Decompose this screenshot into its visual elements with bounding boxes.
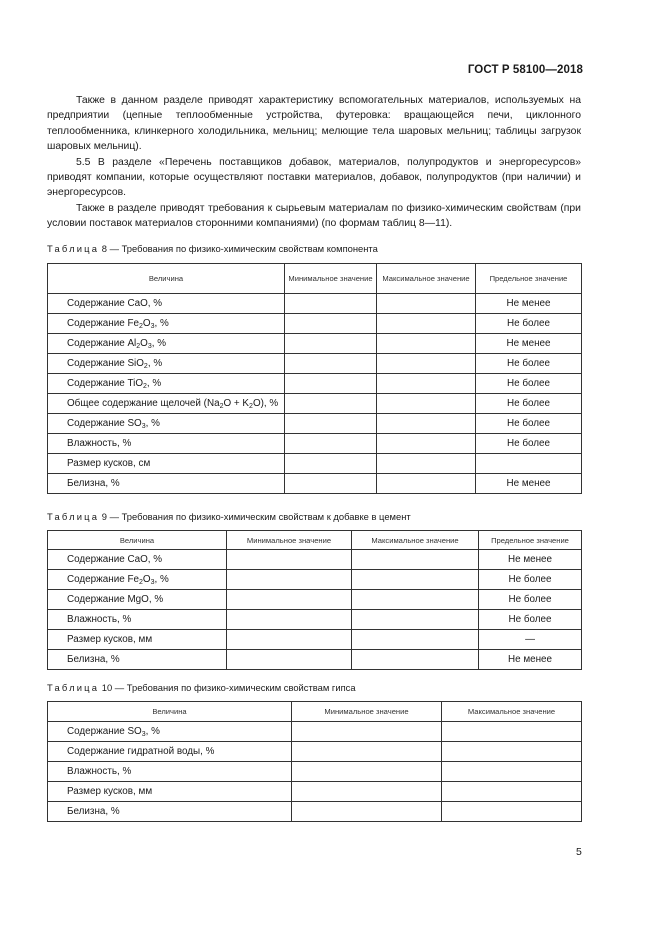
row-label bbox=[48, 550, 227, 570]
standard-code: ГОСТ Р 58100—2018 bbox=[467, 64, 583, 76]
page-number: 5 bbox=[576, 846, 582, 858]
row-label bbox=[48, 722, 292, 742]
cell-limit: Не более bbox=[479, 570, 582, 590]
label-text: O + K bbox=[223, 398, 250, 409]
cell-max bbox=[377, 314, 476, 334]
cell-max bbox=[377, 294, 476, 314]
cell-limit: Не более bbox=[476, 374, 582, 394]
label-text: O bbox=[142, 574, 151, 585]
table-row bbox=[48, 474, 582, 494]
cell-limit: Не более bbox=[476, 394, 582, 414]
cell-max bbox=[352, 570, 479, 590]
row-label bbox=[48, 334, 285, 354]
row-label bbox=[48, 394, 285, 414]
label-subscript: 2 bbox=[143, 383, 147, 390]
label-subscript: 3 bbox=[150, 579, 155, 586]
table-row bbox=[48, 802, 582, 822]
intro-paragraph-1: Также в данном разделе приводят характеристику вспомогательных материалов, используемых на предприятии (цепные теплообменные устройства, футеровка: вращающейся печи, циклонного теплообменника, клинкерного холодильника, мельниц; мелющие тела шаровых мельниц; таблицы загрузок шаровых мельниц). bbox=[47, 95, 581, 153]
cell-limit: Не менее bbox=[479, 550, 582, 570]
cell-min bbox=[292, 722, 442, 742]
label-text: Размер кусков, мм bbox=[67, 786, 153, 797]
cell-max bbox=[377, 474, 476, 494]
label-text: Содержание SiO bbox=[67, 358, 144, 369]
row-label bbox=[48, 414, 285, 434]
label-text: Влажность, % bbox=[67, 614, 132, 625]
table10-caption bbox=[47, 682, 356, 693]
row-label bbox=[48, 782, 292, 802]
table8-header-row bbox=[48, 264, 582, 294]
label-text: , % bbox=[154, 318, 169, 329]
row-label bbox=[48, 434, 285, 454]
cell-limit: Не менее bbox=[476, 334, 582, 354]
cell-min bbox=[285, 314, 377, 334]
table10-caption-text: 10 — Требования по физико-химическим свойствам гипса bbox=[99, 682, 356, 693]
label-subscript: 3 bbox=[147, 343, 152, 350]
table-row bbox=[48, 434, 582, 454]
label-text: , % bbox=[145, 726, 160, 737]
cell-min bbox=[227, 590, 352, 610]
row-label bbox=[48, 650, 227, 670]
table10-caption-word: Таблица bbox=[47, 682, 100, 693]
cell-max bbox=[377, 434, 476, 454]
table9-caption-text: 9 — Требования по физико-химическим свойствам к добавке в цемент bbox=[99, 511, 411, 522]
label-text: Содержание MgO, % bbox=[67, 594, 164, 605]
cell-limit: Не более bbox=[476, 414, 582, 434]
cell-limit: Не менее bbox=[476, 294, 582, 314]
label-text: Содержание Al bbox=[67, 338, 137, 349]
table8-header-limit: Предельное значение bbox=[476, 264, 582, 294]
row-label bbox=[48, 474, 285, 494]
cell-limit: Не более bbox=[479, 590, 582, 610]
cell-max bbox=[442, 742, 582, 762]
cell-limit: — bbox=[479, 630, 582, 650]
cell-min bbox=[285, 414, 377, 434]
cell-min bbox=[285, 394, 377, 414]
label-text: Содержание CaO, % bbox=[67, 298, 163, 309]
row-label bbox=[48, 354, 285, 374]
cell-min bbox=[227, 610, 352, 630]
label-text: Содержание SO bbox=[67, 418, 142, 429]
table9 bbox=[47, 530, 582, 670]
table10-header-min: Минимальное значение bbox=[292, 702, 442, 722]
cell-max bbox=[377, 454, 476, 474]
label-text: Содержание Fe bbox=[67, 574, 139, 585]
label-text: , % bbox=[147, 358, 163, 369]
cell-max bbox=[352, 550, 479, 570]
label-text: Размер кусков, см bbox=[67, 458, 151, 469]
cell-limit: Не более bbox=[476, 354, 582, 374]
cell-min bbox=[292, 802, 442, 822]
cell-min bbox=[292, 742, 442, 762]
cell-max bbox=[442, 782, 582, 802]
table9-header-quantity: Величина bbox=[48, 531, 227, 550]
table8-header-max: Максимальное значение bbox=[377, 264, 476, 294]
row-label bbox=[48, 590, 227, 610]
table10-header-row bbox=[48, 702, 582, 722]
table8-body bbox=[48, 294, 582, 494]
table-row bbox=[48, 630, 582, 650]
cell-max bbox=[352, 630, 479, 650]
label-text: Влажность, % bbox=[67, 766, 132, 777]
table-row bbox=[48, 742, 582, 762]
cell-max bbox=[377, 334, 476, 354]
table8-header-quantity: Величина bbox=[48, 264, 285, 294]
table9-header-limit: Предельное значение bbox=[479, 531, 582, 550]
label-text: O bbox=[140, 338, 148, 349]
table-row bbox=[48, 414, 582, 434]
row-label bbox=[48, 454, 285, 474]
table10 bbox=[47, 701, 582, 822]
table9-caption bbox=[47, 511, 411, 522]
label-text: Содержание SO bbox=[67, 726, 142, 737]
row-label bbox=[48, 314, 285, 334]
table8 bbox=[47, 263, 582, 494]
row-label bbox=[48, 294, 285, 314]
label-text: Белизна, % bbox=[67, 806, 120, 817]
table-row bbox=[48, 294, 582, 314]
label-text: , % bbox=[151, 338, 167, 349]
label-text: Содержание гидратной воды, % bbox=[67, 746, 215, 757]
table-row bbox=[48, 374, 582, 394]
cell-min bbox=[285, 294, 377, 314]
label-subscript: 2 bbox=[143, 363, 148, 370]
label-text: O bbox=[142, 318, 151, 329]
cell-limit bbox=[476, 454, 582, 474]
table-row bbox=[48, 394, 582, 414]
table10-header-quantity: Величина bbox=[48, 702, 292, 722]
table10-body bbox=[48, 722, 582, 822]
label-text: , % bbox=[145, 418, 160, 429]
row-label bbox=[48, 610, 227, 630]
cell-min bbox=[285, 354, 377, 374]
label-text: Белизна, % bbox=[67, 478, 120, 489]
table-row bbox=[48, 762, 582, 782]
row-label bbox=[48, 570, 227, 590]
label-subscript: 3 bbox=[150, 323, 155, 330]
label-subscript: 3 bbox=[141, 731, 146, 738]
label-subscript: 2 bbox=[138, 323, 143, 330]
table9-header-row bbox=[48, 531, 582, 550]
cell-max bbox=[377, 394, 476, 414]
label-subscript: 2 bbox=[219, 403, 224, 410]
cell-min bbox=[285, 474, 377, 494]
cell-min bbox=[227, 550, 352, 570]
table8-caption bbox=[47, 243, 378, 254]
cell-limit: Не более bbox=[476, 314, 582, 334]
row-label bbox=[48, 802, 292, 822]
cell-max bbox=[352, 610, 479, 630]
cell-min bbox=[227, 630, 352, 650]
cell-max bbox=[442, 722, 582, 742]
cell-min bbox=[285, 454, 377, 474]
cell-max bbox=[352, 650, 479, 670]
table9-header-min: Минимальное значение bbox=[227, 531, 352, 550]
cell-min bbox=[285, 334, 377, 354]
cell-max bbox=[352, 590, 479, 610]
table-row bbox=[48, 314, 582, 334]
table10-header-max: Максимальное значение bbox=[442, 702, 582, 722]
cell-max bbox=[442, 802, 582, 822]
cell-limit: Не менее bbox=[476, 474, 582, 494]
cell-min bbox=[227, 650, 352, 670]
table-row bbox=[48, 722, 582, 742]
row-label bbox=[48, 630, 227, 650]
table9-header-max: Максимальное значение bbox=[352, 531, 479, 550]
table8-caption-text: 8 — Требования по физико-химическим свойствам компонента bbox=[99, 243, 378, 254]
table9-caption-word: Таблица bbox=[47, 511, 100, 522]
label-text: O), % bbox=[252, 398, 279, 409]
label-text: Размер кусков, мм bbox=[67, 634, 153, 645]
label-text: Содержание Fe bbox=[67, 318, 139, 329]
cell-max bbox=[377, 374, 476, 394]
table-row bbox=[48, 570, 582, 590]
label-text: Влажность, % bbox=[67, 438, 132, 449]
label-text: Содержание CaO, % bbox=[67, 554, 163, 565]
table8-caption-word: Таблица bbox=[47, 243, 100, 254]
cell-limit: Не более bbox=[476, 434, 582, 454]
cell-limit: Не более bbox=[479, 610, 582, 630]
table-row bbox=[48, 334, 582, 354]
label-text: Содержание TiO bbox=[67, 378, 143, 389]
label-subscript: 2 bbox=[249, 403, 253, 410]
intro-text bbox=[47, 93, 581, 232]
label-text: , % bbox=[146, 378, 162, 389]
cell-max bbox=[377, 414, 476, 434]
cell-min bbox=[292, 782, 442, 802]
cell-max bbox=[377, 354, 476, 374]
table-row bbox=[48, 550, 582, 570]
cell-min bbox=[227, 570, 352, 590]
cell-min bbox=[292, 762, 442, 782]
label-subscript: 3 bbox=[141, 423, 146, 430]
intro-paragraph-3: Также в разделе приводят требования к сырьевым материалам по физико-химическим свойствам (при условии поставок материалов сторонними компаниями) (по формам таблиц 8—11). bbox=[47, 202, 581, 230]
row-label bbox=[48, 374, 285, 394]
label-text: Общее содержание щелочей (Na bbox=[67, 398, 220, 409]
table9-body bbox=[48, 550, 582, 670]
cell-min bbox=[285, 374, 377, 394]
cell-max bbox=[442, 762, 582, 782]
table-row bbox=[48, 650, 582, 670]
label-subscript: 2 bbox=[136, 343, 141, 350]
label-text: , % bbox=[154, 574, 169, 585]
cell-limit: Не менее bbox=[479, 650, 582, 670]
table-row bbox=[48, 454, 582, 474]
label-text: Белизна, % bbox=[67, 654, 120, 665]
intro-paragraph-2: 5.5 В разделе «Перечень поставщиков добавок, материалов, полупродуктов и энергоресурсов» приводят компании, которые осуществляют поставки материалов, добавок, полупродуктов (при наличии) и энергоресурсов. bbox=[47, 156, 581, 199]
cell-min bbox=[285, 434, 377, 454]
label-subscript: 2 bbox=[138, 579, 143, 586]
table-row bbox=[48, 610, 582, 630]
table-row bbox=[48, 354, 582, 374]
table-row bbox=[48, 590, 582, 610]
table-row bbox=[48, 782, 582, 802]
row-label bbox=[48, 742, 292, 762]
row-label bbox=[48, 762, 292, 782]
table8-header-min: Минимальное значение bbox=[285, 264, 377, 294]
